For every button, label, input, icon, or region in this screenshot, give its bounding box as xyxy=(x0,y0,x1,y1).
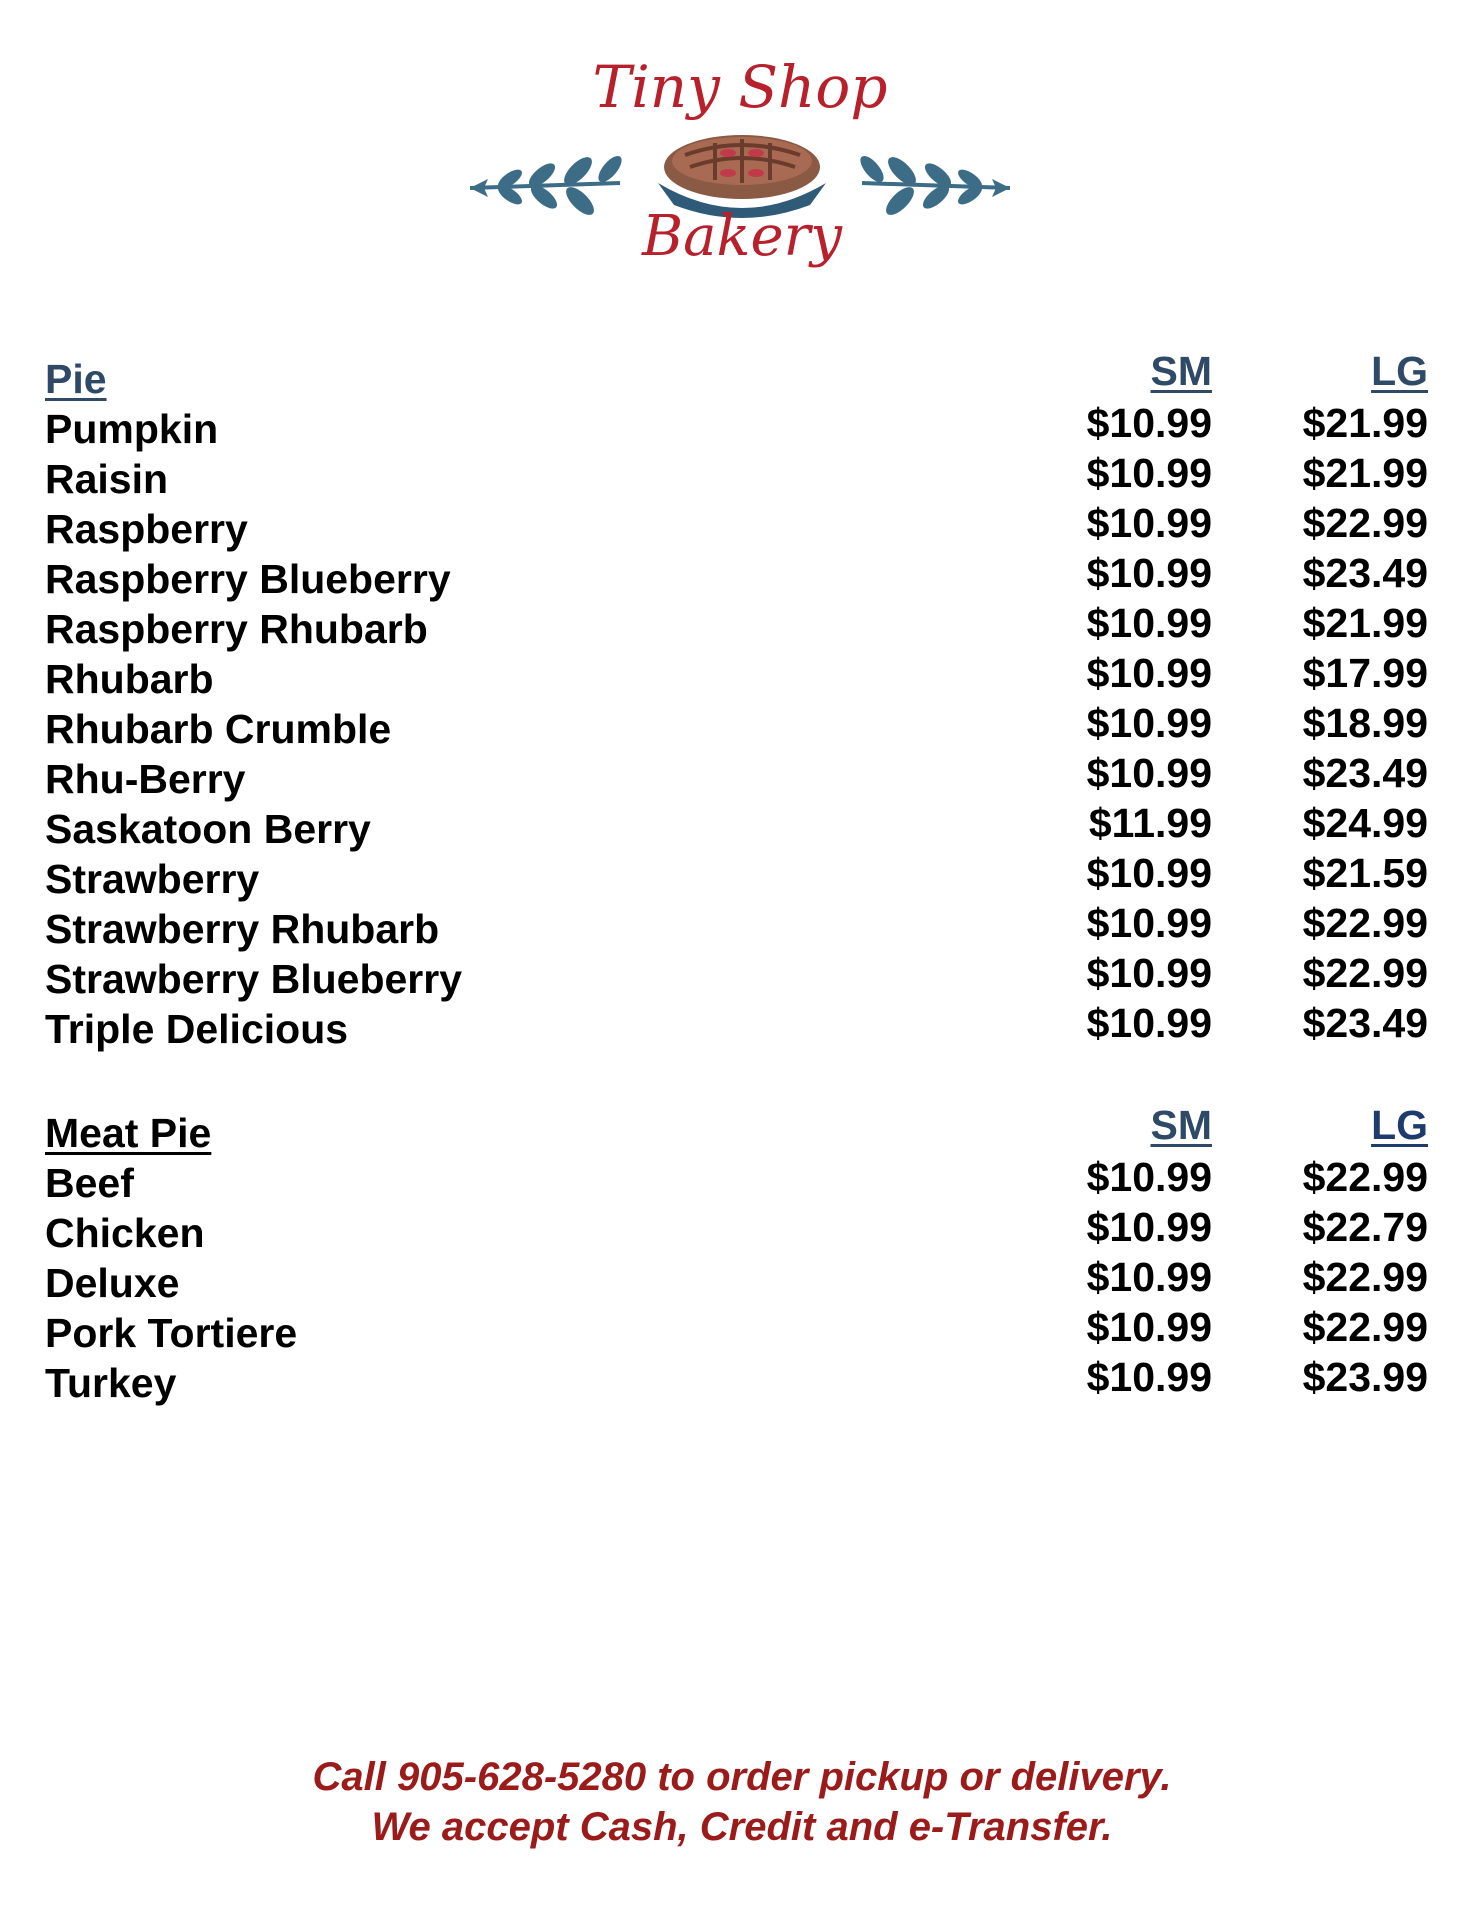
pie-large-price: $23.49 xyxy=(1302,750,1428,796)
pie-large-price: $21.99 xyxy=(1302,400,1428,446)
pie-menu-row xyxy=(0,450,1484,504)
logo-line-1: Tiny Shop xyxy=(592,55,888,121)
pie-large-price: $22.99 xyxy=(1302,500,1428,546)
meat-pie-item-name: Beef xyxy=(45,1160,134,1206)
pie-item-list xyxy=(0,400,1484,1054)
meat-pie-item-name: Pork Tortiere xyxy=(45,1310,298,1356)
meat-pie-item-name: Deluxe xyxy=(45,1260,180,1306)
meat-pie-menu-row xyxy=(0,1354,1484,1408)
pie-item-name: Raspberry xyxy=(45,506,248,552)
pie-small-price: $10.99 xyxy=(1086,1000,1212,1046)
pie-item-name: Rhubarb xyxy=(45,656,214,702)
meat-pie-small-price: $10.99 xyxy=(1086,1154,1212,1200)
pie-large-price: $21.59 xyxy=(1302,850,1428,896)
pie-category-title: Pie xyxy=(45,356,107,402)
meat-pie-lg-column-header: LG xyxy=(1371,1102,1428,1148)
pie-item-name: Raspberry Rhubarb xyxy=(45,606,428,652)
pie-large-price: $23.49 xyxy=(1302,1000,1428,1046)
pie-small-price: $10.99 xyxy=(1086,650,1212,696)
pie-large-price: $22.99 xyxy=(1302,900,1428,946)
pie-item-name: Raisin xyxy=(45,456,169,502)
pie-large-price: $17.99 xyxy=(1302,650,1428,696)
logo-graphic xyxy=(470,55,1010,290)
meat-pie-item-list xyxy=(0,1154,1484,1408)
pie-small-price: $10.99 xyxy=(1086,850,1212,896)
meat-pie-menu-row xyxy=(0,1204,1484,1258)
pie-menu-row xyxy=(0,1000,1484,1054)
pie-small-price: $10.99 xyxy=(1086,750,1212,796)
pie-section xyxy=(0,350,1484,1054)
bakery-logo xyxy=(470,55,1010,290)
meat-pie-menu-row xyxy=(0,1254,1484,1308)
meat-pie-item-name: Turkey xyxy=(45,1360,177,1406)
pie-menu-row xyxy=(0,400,1484,454)
meat-pie-item-name: Chicken xyxy=(45,1210,205,1256)
order-info-footer xyxy=(0,1752,1484,1852)
meat-pie-large-price: $22.99 xyxy=(1302,1304,1428,1350)
meat-pie-large-price: $22.79 xyxy=(1302,1204,1428,1250)
pie-large-price: $24.99 xyxy=(1302,800,1428,846)
pie-item-name: Raspberry Blueberry xyxy=(45,556,451,602)
meat-pie-large-price: $23.99 xyxy=(1302,1354,1428,1400)
pie-menu-row xyxy=(0,750,1484,804)
meat-pie-large-price: $22.99 xyxy=(1302,1154,1428,1200)
pie-small-price: $11.99 xyxy=(1088,800,1212,846)
pie-item-name: Strawberry xyxy=(45,856,260,902)
pie-lg-column-header: LG xyxy=(1371,348,1428,394)
meat-pie-large-price: $22.99 xyxy=(1302,1254,1428,1300)
meat-pie-section xyxy=(0,1104,1484,1408)
pie-large-price: $23.49 xyxy=(1302,550,1428,596)
order-phone-line: Call 905-628-5280 to order pickup or delivery. xyxy=(312,1755,1172,1799)
pie-menu-row xyxy=(0,800,1484,854)
pie-menu-row xyxy=(0,900,1484,954)
meat-pie-category-title: Meat Pie xyxy=(45,1110,212,1156)
pie-small-price: $10.99 xyxy=(1086,700,1212,746)
leaf-branch-right-icon xyxy=(856,152,1010,219)
pie-large-price: $21.99 xyxy=(1302,600,1428,646)
pie-large-price: $22.99 xyxy=(1302,950,1428,996)
pie-menu-row xyxy=(0,600,1484,654)
meat-pie-header-row xyxy=(0,1104,1484,1158)
pie-item-name: Rhu-Berry xyxy=(45,756,246,802)
pie-item-name: Saskatoon Berry xyxy=(45,806,371,852)
pie-item-name: Pumpkin xyxy=(45,406,219,452)
pie-small-price: $10.99 xyxy=(1086,500,1212,546)
meat-pie-small-price: $10.99 xyxy=(1086,1354,1212,1400)
pie-header-row xyxy=(0,350,1484,404)
meat-pie-small-price: $10.99 xyxy=(1086,1304,1212,1350)
pie-menu-row xyxy=(0,950,1484,1004)
pie-small-price: $10.99 xyxy=(1086,400,1212,446)
logo-line-2: Bakery xyxy=(641,204,843,269)
meat-pie-small-price: $10.99 xyxy=(1086,1254,1212,1300)
pie-small-price: $10.99 xyxy=(1086,450,1212,496)
meat-pie-sm-column-header: SM xyxy=(1150,1102,1212,1148)
pie-menu-row xyxy=(0,850,1484,904)
meat-pie-menu-row xyxy=(0,1304,1484,1358)
payment-methods-line: We accept Cash, Credit and e-Transfer. xyxy=(371,1805,1113,1849)
pie-menu-row xyxy=(0,700,1484,754)
pie-item-name: Strawberry Rhubarb xyxy=(45,906,440,952)
leaf-branch-left-icon xyxy=(470,152,626,219)
pie-menu-row xyxy=(0,500,1484,554)
pie-small-price: $10.99 xyxy=(1086,550,1212,596)
meat-pie-small-price: $10.99 xyxy=(1086,1204,1212,1250)
pie-small-price: $10.99 xyxy=(1086,900,1212,946)
pie-large-price: $18.99 xyxy=(1302,700,1428,746)
meat-pie-menu-row xyxy=(0,1154,1484,1208)
pie-menu-row xyxy=(0,650,1484,704)
pie-item-name: Rhubarb Crumble xyxy=(45,706,392,752)
pie-item-name: Strawberry Blueberry xyxy=(45,956,463,1002)
pie-small-price: $10.99 xyxy=(1086,950,1212,996)
pie-sm-column-header: SM xyxy=(1150,348,1212,394)
pie-large-price: $21.99 xyxy=(1302,450,1428,496)
pie-menu-row xyxy=(0,550,1484,604)
pie-item-name: Triple Delicious xyxy=(45,1006,349,1052)
pie-small-price: $10.99 xyxy=(1086,600,1212,646)
